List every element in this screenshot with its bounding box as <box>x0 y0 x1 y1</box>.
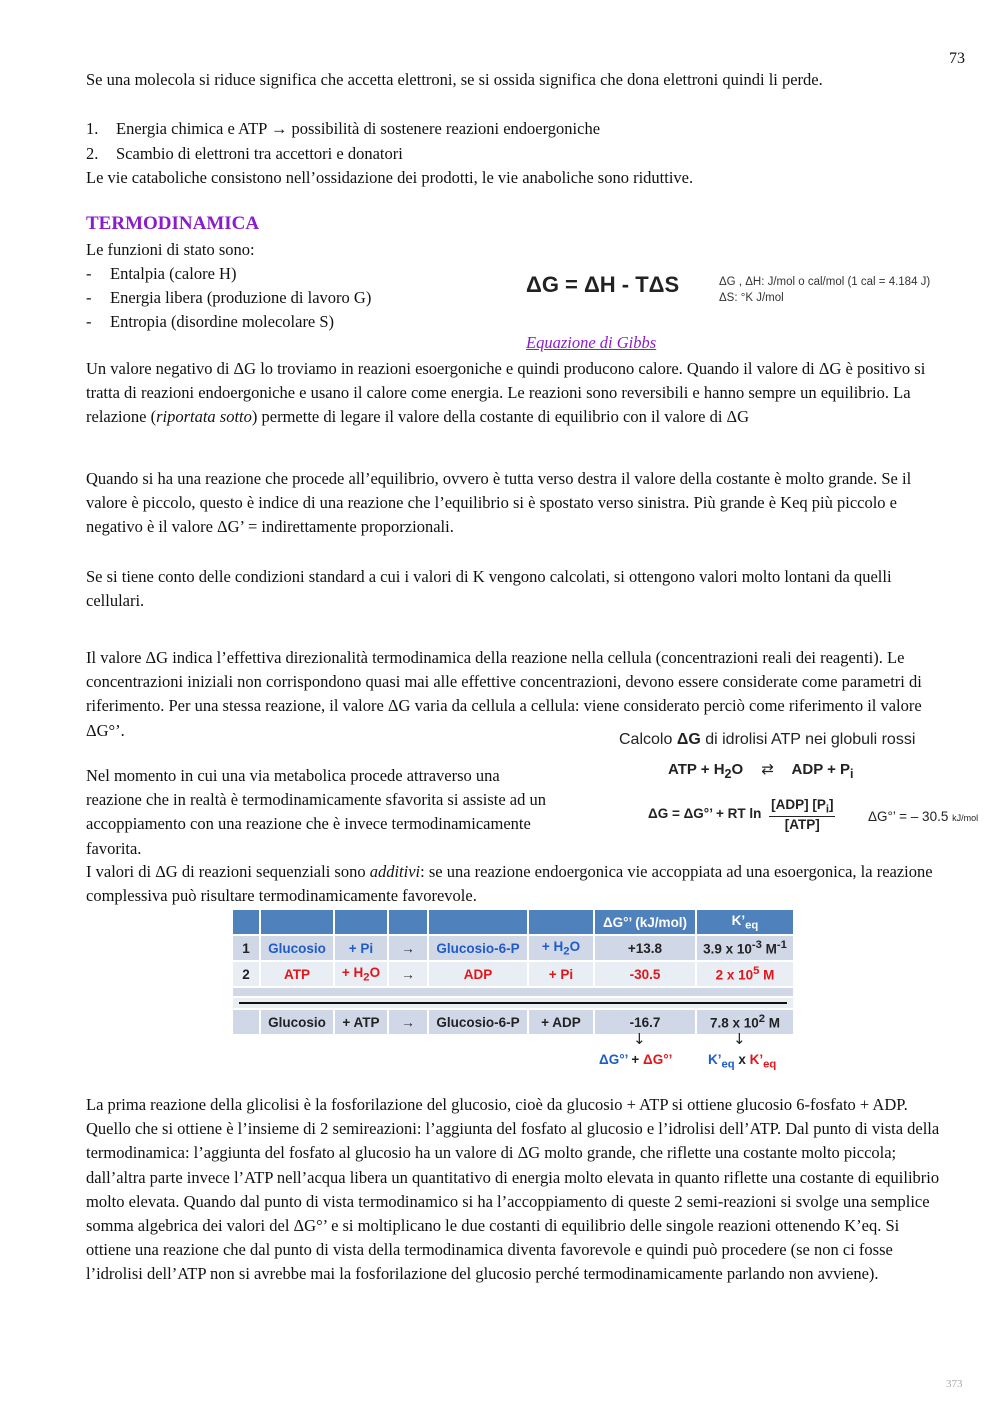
list-item <box>86 262 371 286</box>
reaction-text: ADP + P <box>791 761 851 778</box>
reaction-text: ATP + H <box>668 761 725 778</box>
sum-term: ΔG°’ <box>643 1052 673 1067</box>
cell-sup: 5 <box>753 965 760 978</box>
paragraph-text: Se si tiene conto delle condizioni standard a cui i valori di K vengono calcolati, si ottengono valori molto lontani da quelli cellulari. <box>86 567 892 611</box>
list-item <box>86 286 371 310</box>
product-term: K’ <box>749 1052 764 1067</box>
cell-text: O <box>369 964 381 980</box>
row-number: 2 <box>233 961 260 987</box>
table-cell-dg: -30.5 <box>594 961 696 987</box>
state-functions-intro <box>86 238 946 262</box>
product-term: K’ <box>708 1052 722 1067</box>
paragraph-additive <box>86 860 946 908</box>
cell-text: 2 x 10 <box>715 967 754 983</box>
atp-reaction <box>668 760 854 781</box>
table-cell: Glucosio <box>260 935 334 961</box>
arrow-icon: → <box>388 961 428 987</box>
table-cell: + Pi <box>334 935 388 961</box>
arrow-icon: → <box>388 935 428 961</box>
dg-value-text: ΔG°’ = – 30.5 <box>868 809 949 824</box>
cell-sup: 2 <box>758 1013 766 1026</box>
cell-text: 7.8 x 10 <box>709 1015 759 1031</box>
paragraph-text: La prima reazione della glicolisi è la fosforilazione del glucosio, cioè da glucosio + ATP si ottiene glucosio 6-fosfato + ADP. Quello che si ottiene è l’insieme di 2 semireazioni: l’aggiunta del fosfato al glucosio e l’idrolisi dell’ATP. Dal punto di vista della termodinamica: l’aggiunta del fosfato al glucosio ha un valore di ΔG molto grande, che riflette una costante molto piccola; dall’altra parte invece l’ATP nell’acqua libera un quantitativo di energia molto elevata in quanto riflette una costante di equilibrio molto elevata. Quando dal punto di vista termodinamico si ha l’accoppiamento di queste 2 semi-reazioni si svolge una semplice somma algebrica dei valori del ΔG°’ e si moltiplicano le due costanti di equilibrio delle singole reazioni ottenendo K’eq. Si ottiene una reazione che dal punto di vista della termodinamica diventa favorevole e quindi può procedere (se non ci fosse l’idrolisi dell’ATP non si avrebbe mai la fosforilazione del glucosio perché termodinamicamente parlando non avviene). <box>86 1095 940 1284</box>
state-functions-intro-text: Le funzioni di stato sono: <box>86 240 255 259</box>
table-header-cell <box>528 910 594 935</box>
atp-dg-value <box>868 809 978 824</box>
header-k-text: K’ <box>731 912 746 928</box>
table-cell: ADP <box>428 961 528 987</box>
catabolic-text: Le vie cataboliche consistono nell’ossidazione dei prodotti, le vie anaboliche sono riduttive. <box>86 168 694 187</box>
row-number: 1 <box>233 935 260 961</box>
down-arrow-icon: ↓ <box>633 1030 646 1048</box>
atp-formula <box>648 797 835 832</box>
paragraph-text: : se una reazione endoergonica vie accoppiata ad una esoergonica, la reazione complessiva può risultare termodinamicamente favorevole. <box>86 862 933 906</box>
paragraph-text: Nel momento in cui una via metabolica procede attraverso una reazione che in realtà è termodinamicamente sfavorita si assiste ad un accoppiamento con una reazione che è invece termodinamicamente favorita. <box>86 766 546 858</box>
equilibrium-arrow-icon: ⇄ <box>761 760 774 778</box>
cell-text: + H <box>541 938 564 954</box>
product-sub: eq <box>721 1058 735 1071</box>
table-cell: + Pi <box>528 961 594 987</box>
numerator-text: [ADP] [P <box>771 797 826 812</box>
k-product-label <box>708 1052 776 1071</box>
numbered-item-1 <box>86 117 946 141</box>
separator-cell <box>233 997 794 1009</box>
formula-fraction <box>769 797 835 832</box>
reaction-sub: 2 <box>724 767 732 781</box>
table-cell <box>528 935 594 961</box>
gibbs-caption-link[interactable]: Equazione di Gibbs <box>526 333 657 352</box>
table-cell-k <box>696 935 794 961</box>
list-number: 2. <box>86 144 99 163</box>
section-heading: TERMODINAMICA <box>86 213 260 234</box>
fraction-denominator: [ATP] <box>784 816 820 832</box>
list-item-text: Entalpia (calore H) <box>110 264 237 283</box>
separator-line <box>239 1002 787 1004</box>
list-item <box>86 310 371 334</box>
reaction-table <box>233 910 795 1036</box>
paragraph-text: Un valore negativo di ΔG lo troviamo in reazioni esoergoniche e quindi producono calore. Quando il valore di ΔG è positivo si tratta di reazioni endoergoniche e usano il calore come energia. Le reazioni sono reversibili e hanno sempre un equilibrio. La relazione ( <box>86 359 926 427</box>
bullet-dash: - <box>86 288 92 307</box>
row-number <box>233 1009 260 1035</box>
table-header-cell <box>233 910 260 935</box>
numerator-sub: i <box>825 803 829 816</box>
atp-title-text: Calcolo <box>619 731 677 748</box>
table-cell-dg: +13.8 <box>594 935 696 961</box>
reaction-sub: i <box>850 767 854 781</box>
gibbs-units <box>719 274 930 306</box>
product-sub: eq <box>763 1058 777 1071</box>
product-operator: x <box>734 1052 750 1067</box>
cell-sub: 2 <box>363 971 370 984</box>
header-k-sub: eq <box>745 919 759 932</box>
paragraph-glycolysis <box>86 1093 946 1287</box>
paragraph-coupling <box>86 764 556 861</box>
cell-text: O <box>569 938 581 954</box>
atp-title-bold: ΔG <box>676 731 701 748</box>
state-functions-list <box>86 262 371 334</box>
paragraph-text: Il valore ΔG indica l’effettiva direzionalità termodinamica della reazione nella cellula (concentrazioni reali dei reagenti). Le concentrazioni iniziali non corrispondono quasi mai alle effettive concentrazioni, devono essere considerate come parametri di riferimento. Per una stessa reazione, il valore ΔG varia da cellula a cellula: viene considerato perciò come riferimento il valore ΔG°’. <box>86 648 922 740</box>
paragraph-italic: riportata sotto <box>156 407 252 427</box>
paragraph-text: Quando si ha una reazione che procede all’equilibrio, ovvero è tutta verso destra il valore della costante è molto grande. Se il valore è piccolo, questo è indice di una reazione che l’equilibrio si è spostato verso sinistra. Più grande è Keq più piccolo e negativo è il valore ΔG’ = indirettamente proporzionali. <box>86 469 912 537</box>
paragraph-standard <box>86 565 946 613</box>
paragraph-keq <box>86 467 946 540</box>
reaction-text: O <box>731 761 744 778</box>
table-cell: + ADP <box>528 1009 594 1035</box>
cell-text: M <box>761 941 777 957</box>
fraction-numerator <box>769 797 835 817</box>
bullet-dash: - <box>86 264 92 283</box>
cell-sub: 2 <box>563 945 570 958</box>
list-text: Scambio di elettroni tra accettori e donatori <box>116 144 403 163</box>
arrow-icon: → <box>388 1009 428 1035</box>
table-header-cell <box>388 910 428 935</box>
table-row <box>233 961 794 987</box>
table-cell: Glucosio-6-P <box>428 1009 528 1035</box>
cell-text: 3.9 x 10 <box>703 941 752 957</box>
spacer-cell <box>233 987 794 997</box>
atp-title-text: di idrolisi ATP nei globuli rossi <box>700 731 916 748</box>
sum-operator: + <box>627 1052 643 1067</box>
down-arrow-icon: ↓ <box>733 1030 746 1048</box>
intro-paragraph <box>86 68 946 92</box>
table-header-k <box>696 910 794 935</box>
table-row-spacer <box>233 987 794 997</box>
cell-text: + H <box>341 964 364 980</box>
cell-sup: -1 <box>776 939 787 952</box>
dg-sum-label <box>599 1052 672 1067</box>
atp-box-title <box>619 731 915 749</box>
footer-page-mark: 373 <box>946 1378 963 1390</box>
table-header-cell <box>260 910 334 935</box>
list-text: Energia chimica e ATP → possibilità di sostenere reazioni endoergoniche <box>116 119 601 138</box>
paragraph-italic: additivi <box>369 862 421 881</box>
numbered-item-2 <box>86 142 946 166</box>
table-row-separator <box>233 997 794 1009</box>
list-item-text: Entropia (disordine molecolare S) <box>110 312 335 331</box>
list-number: 1. <box>86 119 99 138</box>
cell-text: M <box>759 967 775 983</box>
table-cell-dg: -16.7 <box>594 1009 696 1035</box>
paragraph-text: ) permette di legare il valore della costante di equilibrio con il valore di ΔG <box>251 407 750 427</box>
table-row <box>233 1009 794 1035</box>
table-header-cell <box>334 910 388 935</box>
sum-term: ΔG°’ <box>599 1052 628 1067</box>
table-cell-k <box>696 961 794 987</box>
dg-unit: kJ/mol <box>952 813 979 823</box>
paragraph-dg <box>86 357 946 430</box>
table-cell <box>334 961 388 987</box>
page-number: 73 <box>949 50 965 67</box>
table-cell: Glucosio <box>260 1009 334 1035</box>
gibbs-units-line: ΔG , ΔH: J/mol o cal/mol (1 cal = 4.184 J) <box>719 276 931 288</box>
numerator-text: ] <box>828 797 834 812</box>
catabolic-paragraph <box>86 166 946 190</box>
gibbs-equation: ΔG = ΔH - TΔS <box>526 272 680 297</box>
table-cell: ATP <box>260 961 334 987</box>
table-cell: Glucosio-6-P <box>428 935 528 961</box>
table-row <box>233 935 794 961</box>
list-item-text: Energia libera (produzione di lavoro G) <box>110 288 372 307</box>
gibbs-units-line: ΔS: °K J/mol <box>719 292 784 304</box>
intro-text: Se una molecola si riduce significa che accetta elettroni, se si ossida significa che dona elettroni quindi li perde. <box>86 70 823 89</box>
paragraph-text: I valori di ΔG di reazioni sequenziali sono <box>86 862 370 881</box>
table-header-row <box>233 910 794 935</box>
table-cell: + ATP <box>334 1009 388 1035</box>
table-header-dg: ΔG°’ (kJ/mol) <box>594 910 696 935</box>
cell-sup: -3 <box>751 939 762 952</box>
paragraph-direction <box>86 646 946 743</box>
bullet-dash: - <box>86 312 92 331</box>
cell-text: M <box>765 1015 781 1031</box>
table-header-cell <box>428 910 528 935</box>
formula-text: ΔG = ΔG°’ + RT ln <box>648 805 762 821</box>
